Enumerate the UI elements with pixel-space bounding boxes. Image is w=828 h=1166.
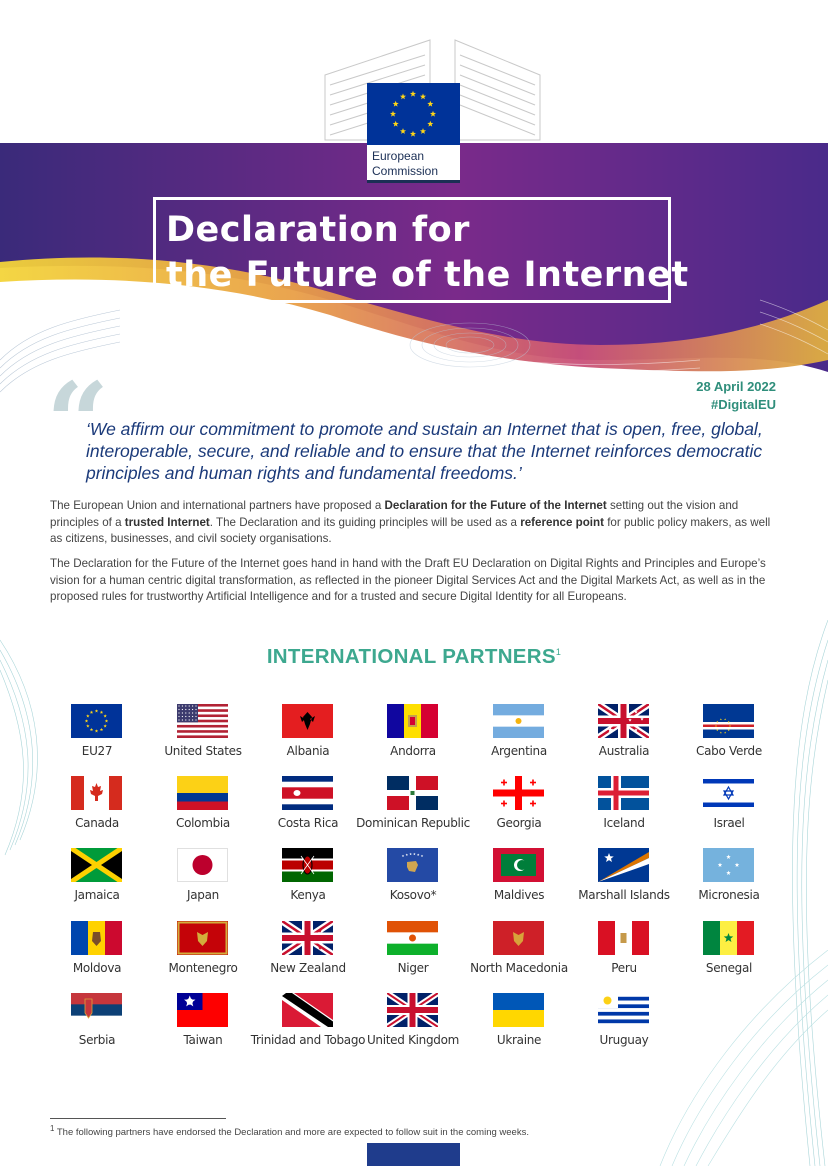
partner-name: Marshall Islands	[578, 888, 670, 902]
partner-name: Senegal	[705, 961, 753, 975]
canada-flag-icon	[71, 776, 122, 810]
partner-item	[464, 848, 574, 908]
partner-name: Jamaica	[74, 888, 120, 902]
jamaica-flag-icon	[71, 848, 122, 882]
partner-item	[674, 848, 784, 908]
marshall-islands-flag-icon	[598, 848, 649, 882]
eu-flag-icon	[71, 704, 122, 738]
title-line1: Declaration for	[166, 210, 470, 250]
colombia-flag-icon	[177, 776, 228, 810]
north-macedonia-flag-icon	[493, 921, 544, 955]
serbia-flag-icon	[71, 993, 122, 1027]
footnote	[50, 1124, 529, 1138]
partner-item	[569, 921, 679, 981]
logo-line1: European	[372, 149, 425, 163]
heading-footnote-mark: 1	[555, 647, 562, 658]
partner-name: Israel	[713, 816, 745, 830]
partner-item	[250, 993, 366, 1053]
partner-name: Cabo Verde	[696, 744, 762, 758]
partner-name: Colombia	[176, 816, 230, 830]
partner-name: Canada	[75, 816, 119, 830]
israel-flag-icon	[703, 776, 754, 810]
partner-item	[42, 993, 152, 1053]
new-zealand-flag-icon	[282, 921, 333, 955]
argentina-flag-icon	[493, 704, 544, 738]
partner-item	[148, 993, 258, 1053]
intro-paragraph	[50, 498, 780, 548]
logo-line2: Commission	[372, 164, 439, 178]
partner-item	[674, 704, 784, 764]
uruguay-flag-icon	[598, 993, 649, 1027]
partner-name: Andorra	[390, 744, 436, 758]
wave-decoration-bottom-right	[600, 950, 828, 1166]
partner-name: Maldives	[493, 888, 545, 902]
partner-name: Niger	[397, 961, 429, 975]
partner-name: Australia	[598, 744, 650, 758]
partner-name: Georgia	[496, 816, 542, 830]
partner-item	[569, 993, 679, 1053]
second-paragraph: The Declaration for the Future of the Internet goes hand in hand with the Draft EU Declaration on Digital Rights and Principles and Europe’s vision for a human centric digital transformation, as reflected in the pioneer Digital Services Act and the Digital Markets Act, as well as in the proposed rules for trustworthy Artificial Intelligence and for a trusted and secure Digital Identity for all Europeans.	[50, 557, 766, 603]
niger-flag-icon	[387, 921, 438, 955]
partner-name: Ukraine	[496, 1033, 542, 1047]
costa-rica-flag-icon	[282, 776, 333, 810]
hashtag: #DigitalEU	[710, 397, 776, 412]
partner-name: Micronesia	[698, 888, 760, 902]
partner-name: Serbia	[78, 1033, 116, 1047]
partner-item	[464, 993, 574, 1053]
georgia-flag-icon	[493, 776, 544, 810]
partner-item	[358, 776, 468, 836]
partner-name: United Kingdom	[366, 1033, 460, 1047]
partner-item	[42, 921, 152, 981]
montenegro-flag-icon	[177, 921, 228, 955]
partner-item	[42, 704, 152, 764]
partner-item	[253, 704, 363, 764]
partner-name: Iceland	[603, 816, 645, 830]
partner-item	[464, 921, 574, 981]
partner-name: Kenya	[290, 888, 326, 902]
partner-item	[253, 921, 363, 981]
australia-flag-icon	[598, 704, 649, 738]
trinidad-and-tobago-flag-icon	[282, 993, 333, 1027]
para1-bold-2: trusted Internet	[124, 515, 210, 529]
para1-text-4: for public policy makers, as well as citizens, businesses, and civil society organisations.	[50, 515, 771, 545]
eu-stars-icon	[367, 83, 460, 145]
footnote-mark: 1	[50, 1124, 55, 1133]
partner-item	[464, 704, 574, 764]
albania-flag-icon	[282, 704, 333, 738]
partner-item	[674, 921, 784, 981]
partner-item	[253, 776, 363, 836]
partner-name: United States	[164, 744, 242, 758]
partner-name: Japan	[187, 888, 219, 902]
footnote-text: The following partners have endorsed the Declaration and more are expected to follow suit in the coming weeks.	[54, 1127, 529, 1139]
partner-name: Peru	[611, 961, 637, 975]
bottom-tab	[367, 1143, 460, 1166]
partner-item	[569, 704, 679, 764]
para1-text-3: . The Declaration and its guiding principles will be used as a	[209, 515, 521, 529]
publication-date: 28 April 2022	[696, 379, 776, 394]
us-flag-icon	[177, 704, 228, 738]
partner-name: Kosovo*	[389, 888, 437, 902]
iceland-flag-icon	[598, 776, 649, 810]
kosovo-flag-icon	[387, 848, 438, 882]
dominican-republic-flag-icon	[387, 776, 438, 810]
partner-item	[42, 848, 152, 908]
cabo-verde-flag-icon	[703, 704, 754, 738]
partner-item	[358, 848, 468, 908]
quote-text: ‘We affirm our commitment to promote and sustain an Internet that is open, free, global, interoperable, secure, and reliable and to ensure that the Internet reinforces democratic principles and human rights and fundamental freedoms.’	[86, 419, 763, 483]
partner-name: Argentina	[491, 744, 547, 758]
partner-item	[674, 776, 784, 836]
partner-item	[358, 704, 468, 764]
partners-heading-text: INTERNATIONAL PARTNERS	[266, 645, 556, 668]
micronesia-flag-icon	[703, 848, 754, 882]
partner-name: Albania	[286, 744, 330, 758]
moldova-flag-icon	[71, 921, 122, 955]
header-banner	[0, 0, 828, 380]
partner-name: North Macedonia	[470, 961, 568, 975]
partner-item	[148, 848, 258, 908]
japan-flag-icon	[177, 848, 228, 882]
taiwan-flag-icon	[177, 993, 228, 1027]
page-title	[166, 208, 689, 298]
para1-bold-3: reference point	[520, 515, 604, 529]
partner-item	[42, 776, 152, 836]
partner-item	[464, 776, 574, 836]
para1-text-2: setting out the vision and principles of a	[50, 499, 739, 529]
para1-text-1: The European Union and international partners have proposed a	[50, 499, 385, 512]
partner-name: Montenegro	[168, 961, 238, 975]
partner-item	[148, 921, 258, 981]
partner-item	[358, 993, 468, 1053]
partner-item	[358, 921, 468, 981]
senegal-flag-icon	[703, 921, 754, 955]
partner-name: Uruguay	[599, 1033, 649, 1047]
kenya-flag-icon	[282, 848, 333, 882]
partner-item	[148, 704, 258, 764]
andorra-flag-icon	[387, 704, 438, 738]
maldives-flag-icon	[493, 848, 544, 882]
partner-name: Trinidad and Tobago	[250, 1033, 366, 1047]
para1-bold-1: Declaration for the Future of the Internet	[384, 499, 607, 512]
date-block	[696, 378, 776, 414]
partner-name: EU27	[81, 744, 113, 758]
european-commission-logo	[367, 83, 460, 183]
partner-item	[569, 776, 679, 836]
partner-name: Moldova	[72, 961, 122, 975]
ukraine-flag-icon	[493, 993, 544, 1027]
partner-name: Dominican Republic	[356, 816, 470, 830]
partners-heading	[0, 645, 828, 669]
footnote-rule	[50, 1118, 226, 1119]
uk-flag-icon	[387, 993, 438, 1027]
partner-item	[253, 848, 363, 908]
partner-name: New Zealand	[270, 961, 346, 975]
partner-name: Taiwan	[183, 1033, 223, 1047]
peru-flag-icon	[598, 921, 649, 955]
partner-name: Costa Rica	[277, 816, 339, 830]
partner-item	[148, 776, 258, 836]
quote-mark-icon: “	[46, 358, 110, 487]
title-line2: the Future of the Internet	[166, 255, 689, 295]
partner-item	[569, 848, 679, 908]
logo-underline	[367, 180, 460, 183]
